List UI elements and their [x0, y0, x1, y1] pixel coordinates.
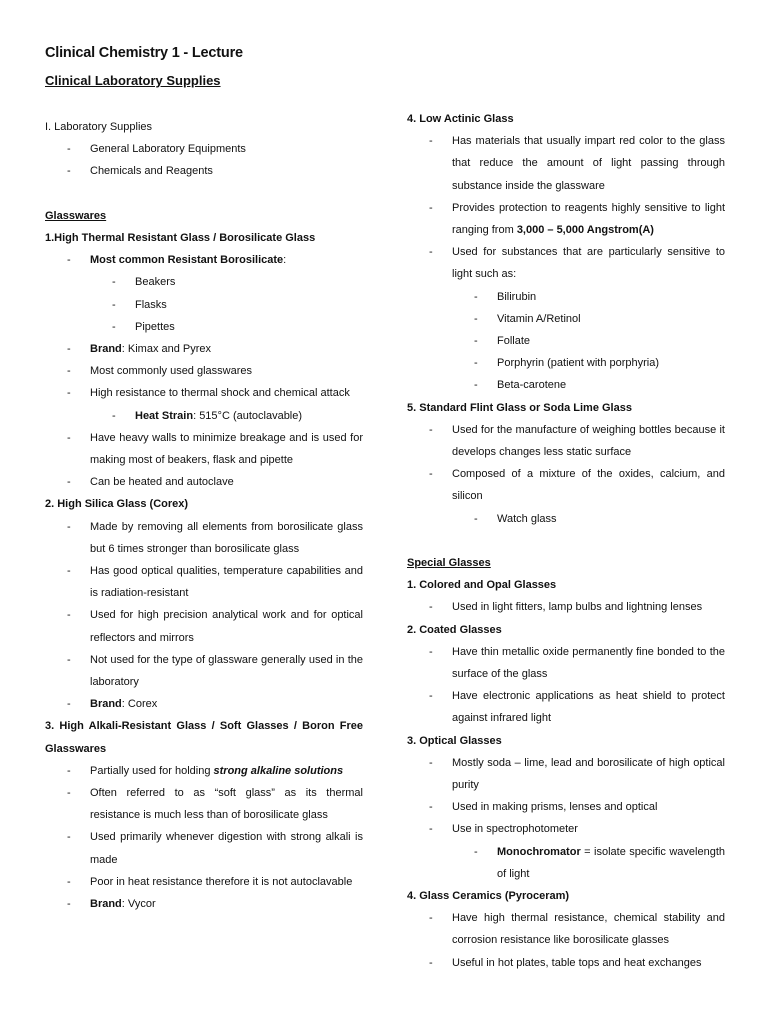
list-item: - Use in spectrophotometer [429, 823, 578, 836]
list-item: - Have thin metallic oxide permanently fine bonded to the surface of the glass [429, 645, 725, 680]
list-item: - Poor in heat resistance therefore it is not autoclavable [67, 875, 353, 888]
glasswares-heading: Glasswares [45, 209, 107, 222]
sub-list-item: - Beta-carotene [474, 379, 567, 392]
list-item: - Have electronic applications as heat shield to protect against infrared light [429, 690, 725, 725]
list-item: - High resistance to thermal shock and chemical attack [67, 387, 350, 400]
sub-list-item: - Flasks [112, 298, 167, 311]
glass-type-heading: 2. Coated Glasses [407, 623, 502, 636]
list-item: - Has materials that usually impart red color to the glass that reduce the amount of light passing through substance inside the glassware [429, 135, 725, 192]
list-item: - Brand: Kimax and Pyrex [67, 342, 212, 355]
list-item: - Mostly soda – lime, lead and borosilicate of high optical purity [429, 756, 725, 791]
list-item: - Partially used for holding strong alkaline solutions [67, 764, 344, 777]
list-item: - Chemicals and Reagents [67, 165, 213, 178]
sub-list-item: - Follate [474, 335, 531, 348]
list-item: - Not used for the type of glassware generally used in the laboratory [67, 653, 363, 688]
list-item: - Have heavy walls to minimize breakage and is used for making most of beakers, flask and pipette [67, 431, 363, 466]
sub-list-item: - Vitamin A/Retinol [474, 312, 581, 325]
list-item: - Can be heated and autoclave [67, 476, 234, 489]
list-item: - Used for substances that are particularly sensitive to light such as: [429, 246, 725, 281]
left-column [45, 116, 363, 915]
list-item: - Most common Resistant Borosilicate: [67, 254, 287, 267]
list-item: - Useful in hot plates, table tops and heat exchanges [429, 956, 702, 969]
list-item: - General Laboratory Equipments [67, 143, 246, 156]
list-item: - Used in making prisms, lenses and optical [429, 801, 658, 814]
list-item: - Used in light fitters, lamp bulbs and lightning lenses [429, 601, 703, 614]
sub-list-item: - Pipettes [112, 320, 175, 333]
list-item: - Brand: Corex [67, 698, 158, 711]
list-item: - Used primarily whenever digestion with strong alkali is made [67, 831, 363, 866]
glass-type-heading: 4. Low Actinic Glass [407, 113, 514, 125]
list-item: - Provides protection to reagents highly sensitive to light ranging from 3,000 – 5,000 Angstrom(A) [429, 201, 725, 236]
section-heading: I. Laboratory Supplies [45, 121, 153, 133]
list-item: - Most commonly used glasswares [67, 365, 253, 378]
list-item: - Have high thermal resistance, chemical stability and corrosion resistance like borosilicate glasses [429, 912, 725, 947]
list-item: - Composed of a mixture of the oxides, calcium, and silicon [429, 468, 725, 503]
list-item: - Often referred to as “soft glass” as its thermal resistance is much less than of borosilicate glass [67, 787, 363, 822]
sub-list-item: - Beakers [112, 276, 176, 289]
special-glasses-heading: Special Glasses [407, 557, 491, 570]
list-item: - Brand: Vycor [67, 898, 156, 911]
glass-type-heading: 1. Colored and Opal Glasses [407, 579, 557, 592]
sub-list-item: - Porphyrin (patient with porphyria) [474, 357, 660, 370]
glass-type-heading: 4. Glass Ceramics (Pyroceram) [407, 890, 570, 902]
sub-list-item: - Watch glass [474, 512, 557, 525]
list-item: - Has good optical qualities, temperature capabilities and is radiation-resistant [67, 564, 363, 600]
glass-type-heading: 1.High Thermal Resistant Glass / Borosilicate Glass [45, 231, 316, 244]
list-item: - Used for high precision analytical work and for optical reflectors and mirrors [67, 609, 363, 644]
glass-type-heading: 5. Standard Flint Glass or Soda Lime Glass [407, 401, 632, 414]
list-item: - Made by removing all elements from borosilicate glass but 6 times stronger than borosilicate glass [67, 520, 363, 555]
document-subtitle: Clinical Laboratory Supplies [45, 73, 221, 88]
sub-list-item: - Monochromator = isolate specific wavelength of light [474, 845, 725, 880]
list-item: - Used for the manufacture of weighing bottles because it develops changes less static surface [429, 423, 725, 459]
right-column [407, 108, 725, 974]
glass-type-heading: 2. High Silica Glass (Corex) [45, 498, 189, 511]
sub-list-item: - Heat Strain: 515°C (autoclavable) [112, 409, 303, 422]
document-title: Clinical Chemistry 1 - Lecture [45, 45, 243, 61]
glass-type-heading: 3. High Alkali-Resistant Glass / Soft Glasses / Boron Free Glasswares [45, 720, 363, 755]
sub-list-item: - Bilirubin [474, 290, 537, 303]
glass-type-heading: 3. Optical Glasses [407, 734, 502, 747]
